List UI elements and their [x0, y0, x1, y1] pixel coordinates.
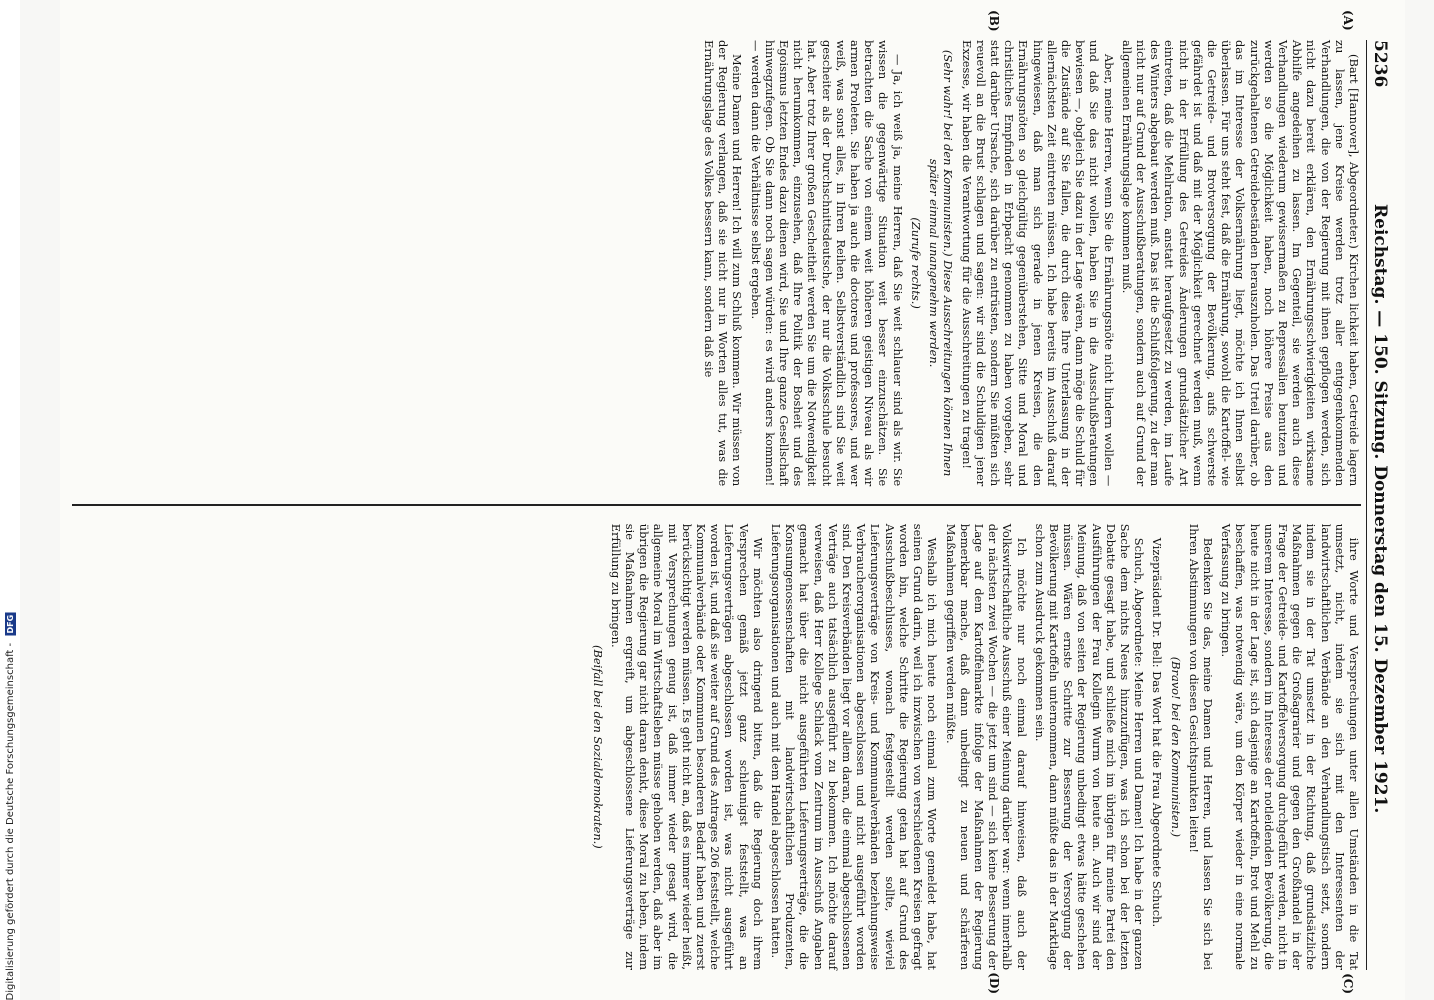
paragraph: ihre Worte und Versprechungen unter allen Umständen in die Tat umsetzt, nicht, indem sie sich mit den Interessenten der landwirtschaftlichen Verbände an den Verhandlungstisch setzt, sondern indem sie in der Tat umsetzt in der Richtung, daß grundsätzliche Maßnahmen gegen die Großagrarier und gegen den Großhandel in der Frage der Getreide- und Kartoffelversorgung durchgeführt werden, nicht in unserem Interesse, sondern im Interesse der notleidenden Bevölkerung, die heute nicht in der Lage ist, sich dasjenige an Kartoffeln, Brot und Mehl zu beschaffen, was notwendig wäre, um den Körper wieder in eine normale Verfassung zu bringen. [1219, 523, 1361, 970]
paragraph: (Sehr wahr! bei den Kommunisten.) Diese Ausschreitungen können Ihnen später einmal unangenehm werden. [927, 49, 956, 477]
page-header [1366, 40, 1393, 970]
marker-d: (D) [987, 972, 1001, 994]
interjection: (Bravo! bei den Kommunisten.) [1168, 656, 1183, 838]
marker-a: (A) [1341, 10, 1355, 31]
right-column [72, 523, 1361, 994]
interjection: (Zurufe rechts.) [908, 217, 923, 309]
paragraph: Ich möchte nur noch einmal darauf hinweisen, daß auch der Volkswirtschaftliche Ausschuß einer Meinung darüber war: wenn innerhalb der nächsten zwei Wochen — die jetzt um sind — sich keine Besserung der Lage auf dem Kartoffelmarkte infolge der Maßnahmen der Regierung bemerkbar mache, daß dann unbedingt zu neuen und schärferen Maßnahmen gegriffen werden müßte. [943, 523, 1029, 970]
scanned-page [20, 0, 1434, 1000]
paragraph: Vizepräsident Dr. Bell: Das Wort hat die Frau Abgeordnete Schuch. [1150, 537, 1165, 928]
digitization-credit [2, 0, 18, 1000]
text-columns [72, 10, 1361, 994]
paragraph: Schuch, Abgeordnete: Meine Herren und Damen! Ich habe in der ganzen Sache dem nichts Neues hinzuzufügen, was ich schon bei der letzten Debatte gesagt habe, und schließe mich im übrigen für meine Partei den Ausführungen der Frau Kollegin Wurm von heute an. Auch wir sind der Meinung, daß von seiten der Regierung unbedingt etwas hätte geschehen müssen. Wären ernste Schritte zur Besserung der Versorgung der Bevölkerung mit Kartoffeln unternommen, dann müßte das in der Marktlage schon zum Ausdruck gekommen sein. [1032, 523, 1147, 970]
paragraph: — Ja, ich weiß ja, meine Herren, daß Sie weit schlauer sind als wir. Sie wissen die gegenwärtige Situation weit besser einzuschätzen. Sie betrachten die Sache von einem weit höheren geistigen Niveau als wir armen Proleten. Sie haben ja auch die doctores und professores, und wer weiß, was sonst alles, in Ihren Reihen. Selbstverständlich sind Sie weit gescheiter als der Durchschnittsdeutsche, der nur die Volksschule besucht hat. Aber trotz Ihrer großen Gescheitheit werden Sie um die Notwendigkeit nicht herumkommen, einzusehen, daß Ihre Politik der Bosheit und des Egoismus letzten Endes dazu dienen wird, Sie und Ihre ganze Gesellschaft hinwegzufegen. Ob Sie dann noch sagen würden: es wird anders kommen! — werden dann die Verhältnisse selbst ergeben. [748, 40, 905, 487]
left-column [72, 10, 1361, 487]
paragraph: Weshalb ich mich heute noch einmal zum Worte gemeldet habe, hat seinen Grund darin, weil ich inzwischen von verschiedenen Kreisen gefragt worden bin, welche Schritte die Regierung getan hat auf Grund des Ausschußbeschlusses, wonach festgestellt werden sollte, wieviel Lieferungsverträge von Kreis- und Kommunalverbänden beziehungsweise Verbraucherorganisationen abgeschlossen und nicht ausgeführt worden sind. Den Kreisverbänden liegt vor allem daran, die einmal abgeschlossenen Verträge auch tatsächlich ausgeführt zu bekommen. Ich möchte darauf verweisen, daß Herr Kollege Schlack vom Zentrum im Ausschuß Angaben gemacht hat über die nicht ausgeführten Lieferungsverträge, die die Konsumgenossenschaften mit landwirtschaftlichen Produzenten, Lieferungsorganisationen und auch mit dem Handel abgeschlossen hatten. [769, 523, 940, 970]
paragraph: Meine Damen und Herren! Ich will zum Schluß kommen. Wir müssen von der Regierung verlangen, daß sie nicht nur in Worten alles tut, was die Ernährungslage des Volkes bessern kann, sondern daß sie [702, 40, 745, 487]
page-number: 5236 [1370, 40, 1390, 88]
credit-text: Digitalisierung gefördert durch die Deutsche Forschungsgemeinschaft - [4, 642, 16, 1000]
marker-c: (C) [1341, 973, 1355, 994]
dfg-logo: DFG [5, 614, 15, 634]
rotated-page [60, 0, 1405, 1000]
page-title: Reichstag. — 150. Sitzung. Donnerstag den 15. Dezember 1921. [1370, 204, 1390, 814]
marker-b: (B) [987, 10, 1001, 32]
paragraph: Wir möchten also dringend bitten, daß die Regierung doch ihrem Versprechen gemäß jetzt ganz schleunigst feststellt, was an Lieferungsverträgen abgeschlossen worden ist, was nicht ausgeführt worden ist, und daß sie weiter auf Grund des Antrages 206 feststellt, welche Kommunalverbände oder Kommunen besonderen Bedarf haben und zuerst berücksichtigt werden müssen. Es geht nicht an, daß es immer wieder heißt, mit Versprechungen genug ist, daß immer wieder gesagt wird, die allgemeine Moral im Wirtschaftsleben müsse gehoben werden, daß aber im übrigen die Regierung gar nicht daran denkt, diese Moral zu heben, indem sie Maßnahmen ergreift, um abgeschlossene Lieferungsverträge zur Erfüllung zu bringen. [608, 523, 765, 970]
paragraph: Bedenken Sie das, meine Damen und Herren, und lassen Sie sich bei Ihren Abstimmungen von diesen Gesichtspunkten leiten! [1186, 523, 1215, 970]
column-divider [72, 504, 1361, 506]
paragraph: Aber, meine Herren, wenn Sie die Ernährungsnöte nicht lindern wollen — und daß Sie das nicht wollen, haben Sie in die Ausschußberatungen bewiesen —, obgleich Sie dazu in der Lage wären, dann möge die Schuld für die Zustände auf Sie fallen, die durch diese Ihre Unterlassung in der allernächsten Zeit eintreten müssen. Ich habe bereits im Ausschuß darauf hingewiesen, daß man sich gerade in jenen Kreisen, die den Ernährungsnöten so gleichgültig gegenüberstehen, Sitte und Moral und christliches Empfinden in Erbpacht genommen zu haben vorgeben, sehr statt darüber Ursache, sich darüber zu entrüsten, sondern Sie müßten sich reuevoll an die Brust schlagen und sagen: wir sind die Schuldigen jener Exzesse, wir haben die Verantwortung für die Ausschreitungen zu tragen! [959, 40, 1116, 487]
paragraph: (Bart [Hannover], Abgeordneter.) Kirchen lichkeit haben, Getreide lagern zu lassen, jene Kreise werden trotz aller entgegenkommenden Verhandlungen, die von der Regierung mit ihnen gepflogen werden, sich nicht dazu bereit erklären, den Ernährungsschwierigkeiten wirksame Abhilfe angedeihen zu lassen. Im Gegenteil, sie werden auch diese Verhandlungen wiederum gewissermaßen zu Repressalien benutzen und werden so die Möglichkeit haben, noch höhere Preise aus den zurückgehaltenen Getreidebeständen herauszuholen. Das Urteil darüber, ob das im Interesse der Volksernährung liegt, möchte ich Ihnen selbst überlassen. Für uns steht fest, daß die Ernährung, sowohl die Kartoffel- wie die Getreide- und Brotversorgung der Bevölkerung, aufs schwerste gefährdet ist und daß mit der Möglichkeit gerechnet werden muß, wenn nicht in der Erfüllung des Getreides Änderungen grundsätzlicher Art eintreten, daß die Mehlration, anstatt heraufgesetzt zu werden, im Laufe des Winters abgebaut werden muß. Das ist die Schlußfolgerung, zu der man nicht nur auf Grund der Ausschußberatungen, sondern auch auf Grund der allgemeinen Ernährungslage kommen muß. [1119, 40, 1361, 487]
interjection: (Beifall bei den Sozialdemokraten.) [590, 645, 605, 849]
